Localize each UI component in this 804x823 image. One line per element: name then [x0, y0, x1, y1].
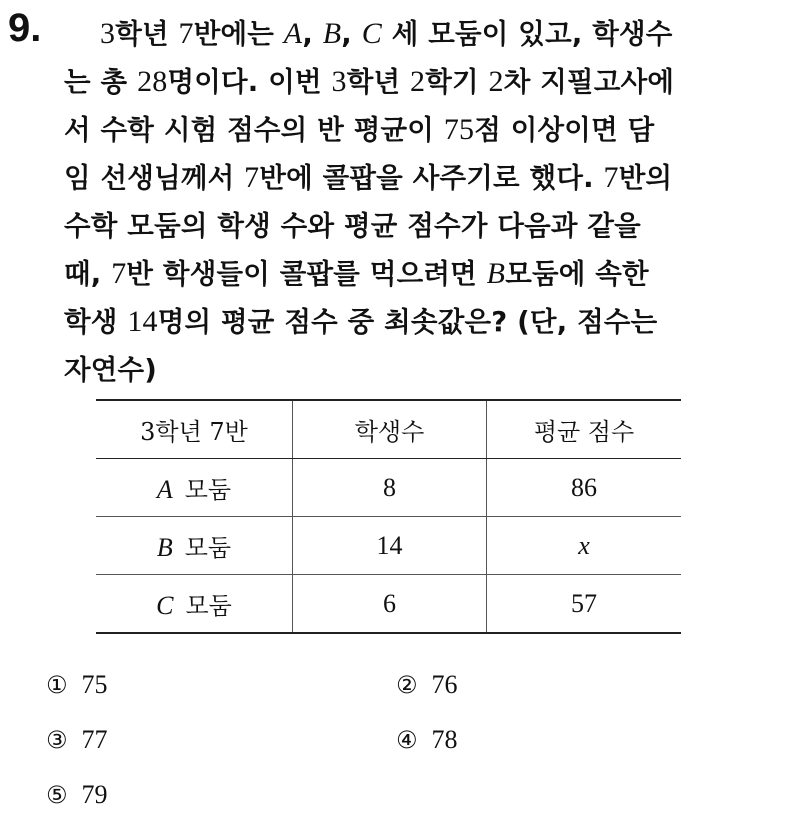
choice-value: 78 — [431, 725, 458, 754]
answer-choice[interactable] — [396, 725, 458, 755]
choice-value: 77 — [81, 725, 108, 754]
question-line — [64, 10, 780, 58]
group-word: 모둠 — [184, 534, 232, 562]
table-row — [96, 575, 681, 634]
choice-mark: ③ — [46, 726, 68, 754]
text-segment: 학기 — [425, 66, 489, 98]
number: 7 — [178, 17, 194, 50]
average-cell: x — [487, 517, 682, 575]
choice-value: 79 — [81, 780, 108, 809]
number: 3 — [331, 65, 347, 98]
question-line — [64, 106, 780, 154]
table-row — [96, 517, 681, 575]
text-segment: , — [302, 18, 323, 50]
text-segment: 때, — [64, 258, 112, 290]
choice-mark: ② — [396, 671, 418, 699]
group-letter: A — [156, 475, 173, 504]
number: 14 — [127, 305, 158, 338]
text-segment: 모둠에 속한 — [505, 258, 649, 290]
table-body — [96, 459, 681, 634]
choice-value: 76 — [431, 670, 458, 699]
number: 28 — [137, 65, 168, 98]
text-segment: 학생 — [64, 306, 128, 338]
number: 75 — [443, 113, 475, 146]
average-cell: 57 — [487, 575, 682, 634]
text-segment: 반에는 — [193, 18, 284, 50]
text-segment: 는 총 — [64, 66, 138, 98]
group-cell — [96, 459, 293, 517]
variable: A — [283, 17, 303, 50]
text-segment: 학년 — [115, 18, 179, 50]
text-segment: 자연수) — [64, 354, 158, 386]
text-segment: 서 수학 시험 점수의 반 평균이 — [64, 114, 444, 146]
answer-choice[interactable] — [46, 725, 108, 755]
table-row — [96, 459, 681, 517]
number: 2 — [488, 65, 504, 98]
question-number: 9. — [8, 6, 42, 50]
variable: B — [486, 257, 506, 290]
text-segment: 수학 모둠의 학생 수와 평균 점수가 다음과 같을 — [64, 210, 641, 242]
number: 7 — [111, 257, 127, 290]
text-segment: 반의 — [618, 162, 673, 194]
score-table — [96, 399, 681, 634]
header-average: 평균 점수 — [487, 400, 682, 459]
average-cell: 86 — [487, 459, 682, 517]
answer-choice[interactable] — [46, 780, 108, 810]
number: 2 — [410, 65, 426, 98]
text-segment: 반 학생들이 콜팝를 먹으려면 — [126, 258, 487, 290]
choice-mark: ⑤ — [46, 781, 68, 809]
students-cell: 14 — [293, 517, 487, 575]
question-line — [64, 346, 780, 394]
question-line — [64, 154, 780, 202]
table-header-row — [96, 400, 681, 459]
text-segment: 세 모둠이 있고, 학생수 — [381, 18, 673, 50]
answer-choice[interactable] — [396, 670, 458, 700]
choice-mark: ① — [46, 671, 68, 699]
text-segment: 임 선생님께서 — [64, 162, 245, 194]
group-letter: B — [156, 533, 173, 562]
question-line — [64, 298, 780, 346]
text-segment: 반에 콜팝을 사주기로 했다. — [259, 162, 604, 194]
group-word: 모둠 — [184, 476, 232, 504]
header-class: 3학년 7반 — [96, 400, 293, 459]
students-cell: 6 — [293, 575, 487, 634]
number: 3 — [100, 17, 116, 50]
variable: B — [322, 17, 342, 50]
number: 7 — [603, 161, 619, 194]
text-segment: 학년 — [346, 66, 411, 98]
question-line — [64, 58, 780, 106]
students-cell: 8 — [293, 459, 487, 517]
text-segment: 차 지필고사에 — [503, 66, 675, 98]
group-cell — [96, 575, 293, 634]
choice-value: 75 — [81, 670, 108, 699]
variable: C — [361, 17, 382, 50]
number: 7 — [244, 161, 260, 194]
group-word: 모둠 — [185, 592, 232, 620]
text-segment: 점 이상이면 담 — [474, 114, 655, 146]
text-segment: 명의 평균 점수 중 최솟값은? (단, 점수는 — [157, 306, 658, 338]
choice-mark: ④ — [396, 726, 418, 754]
question-line — [64, 202, 780, 250]
text-segment: 명이다. 이번 — [167, 66, 332, 98]
text-segment: , — [341, 18, 362, 50]
question-line — [64, 250, 780, 298]
group-cell — [96, 517, 293, 575]
answer-choice[interactable] — [46, 670, 108, 700]
question-stem — [64, 10, 780, 394]
group-letter: C — [156, 591, 174, 620]
header-students: 학생수 — [293, 400, 487, 459]
